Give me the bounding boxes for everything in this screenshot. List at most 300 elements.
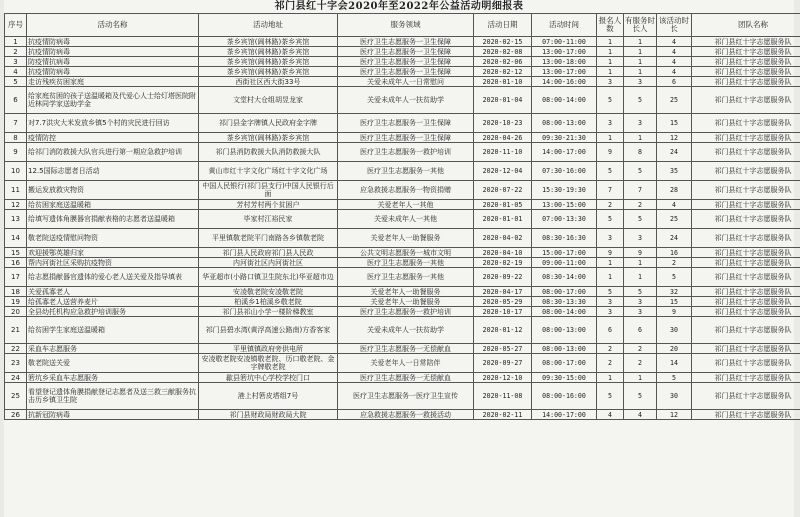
activity-address: 祁门县人民政府祁门县人民政 bbox=[199, 248, 338, 258]
row-number: 16 bbox=[5, 258, 27, 268]
team-name: 祁门县红十字志愿服务队 bbox=[692, 143, 800, 162]
activity-address: 内河街社区内河街社区 bbox=[199, 258, 338, 268]
activity-hours: 12 bbox=[657, 133, 692, 143]
row-number: 12 bbox=[5, 200, 27, 210]
service-field: 医疗卫生志愿服务一卫生保障 bbox=[338, 67, 474, 77]
table-row bbox=[5, 210, 800, 229]
activity-time: 15:30-19:30 bbox=[532, 181, 597, 200]
row-number: 4 bbox=[5, 67, 27, 77]
served-count: 6 bbox=[624, 317, 657, 344]
served-count: 1 bbox=[624, 268, 657, 287]
team-name: 祁门县红十字志愿服务队 bbox=[692, 87, 800, 114]
activity-time: 14:00-17:00 bbox=[532, 143, 597, 162]
report-sheet bbox=[4, 0, 794, 517]
activity-name: 给贫困学生家庭送温暖箱 bbox=[27, 317, 199, 344]
signup-count: 6 bbox=[597, 317, 624, 344]
service-field: 医疗卫生志愿服务一卫生保障 bbox=[338, 47, 474, 57]
activity-name: 对7.7洪灾大米发放乡镇5个村的灾民进行回访 bbox=[27, 114, 199, 133]
activity-time: 08:00-17:00 bbox=[532, 287, 597, 297]
activity-address: 祁门县祁山小学一楼阶梯教室 bbox=[199, 307, 338, 317]
activity-date: 2020-10-17 bbox=[474, 307, 532, 317]
row-number: 18 bbox=[5, 287, 27, 297]
table-row bbox=[5, 410, 800, 420]
team-name: 祁门县红十字志愿服务队 bbox=[692, 383, 800, 410]
activity-address: 安凌敬老院安凌镇敬老院、历口敬老院、金字牌敬老院 bbox=[199, 354, 338, 373]
activity-name: 给祁门消防救援大队官兵进行第一期应急救护培训 bbox=[27, 143, 199, 162]
service-field: 应急救援志愿服务一物资捐赠 bbox=[338, 181, 474, 200]
activity-time: 09:00-11:00 bbox=[532, 258, 597, 268]
served-count: 9 bbox=[624, 248, 657, 258]
activity-time: 13:00-18:00 bbox=[532, 57, 597, 67]
activity-date: 2020-10-23 bbox=[474, 114, 532, 133]
service-field: 医疗卫生志愿服务一其他 bbox=[338, 268, 474, 287]
activity-address: 安凌敬老院安凌敬老院 bbox=[199, 287, 338, 297]
service-field: 关爱未成年人一其他 bbox=[338, 210, 474, 229]
activity-address: 祁门县碧水湾(黄浮高速公路南)方香客家 bbox=[199, 317, 338, 344]
served-count: 5 bbox=[624, 287, 657, 297]
activity-name: 给贫困家庭送温暖箱 bbox=[27, 200, 199, 210]
header-no: 序号 bbox=[5, 14, 27, 37]
activity-time: 08:00-13:00 bbox=[532, 114, 597, 133]
activity-time: 15:00-17:00 bbox=[532, 248, 597, 258]
activity-hours: 30 bbox=[657, 383, 692, 410]
signup-count: 2 bbox=[597, 200, 624, 210]
team-name: 祁门县红十字志愿服务队 bbox=[692, 354, 800, 373]
activity-date: 2020-04-10 bbox=[474, 248, 532, 258]
activity-address: 平里镇镇政府旁供电所 bbox=[199, 344, 338, 354]
row-number: 25 bbox=[5, 383, 27, 410]
activity-name: 给孤寡老人送营养麦片 bbox=[27, 297, 199, 307]
activity-address: 祁门县财政局财政局大院 bbox=[199, 410, 338, 420]
activity-hours: 28 bbox=[657, 181, 692, 200]
team-name: 祁门县红十字志愿服务队 bbox=[692, 344, 800, 354]
activity-date: 2020-02-12 bbox=[474, 67, 532, 77]
activity-address: 黄山市红十字文化广场红十字文化广场 bbox=[199, 162, 338, 181]
activity-time: 07:30-16:00 bbox=[532, 162, 597, 181]
served-count: 1 bbox=[624, 57, 657, 67]
served-count: 1 bbox=[624, 47, 657, 57]
activity-date: 2020-02-19 bbox=[474, 258, 532, 268]
activity-hours: 25 bbox=[657, 210, 692, 229]
table-row bbox=[5, 67, 800, 77]
activity-name: 全县幼托机构应急救护培训服务 bbox=[27, 307, 199, 317]
activity-date: 2020-01-01 bbox=[474, 210, 532, 229]
table-row bbox=[5, 373, 800, 383]
activity-hours: 16 bbox=[657, 248, 692, 258]
table-body bbox=[5, 37, 800, 420]
activity-hours: 20 bbox=[657, 344, 692, 354]
activity-name: 抗疫情防病毒 bbox=[27, 37, 199, 47]
team-name: 祁门县红十字志愿服务队 bbox=[692, 77, 800, 87]
table-row bbox=[5, 248, 800, 258]
activity-name: 敬老院送疫情慰问物资 bbox=[27, 229, 199, 248]
activity-address: 茶乡宾馆(阊林路)茶乡宾馆 bbox=[199, 67, 338, 77]
table-row bbox=[5, 287, 800, 297]
table-row bbox=[5, 114, 800, 133]
activity-hours: 14 bbox=[657, 354, 692, 373]
activity-hours: 32 bbox=[657, 287, 692, 297]
served-count: 5 bbox=[624, 210, 657, 229]
header-team: 团队名称 bbox=[692, 14, 800, 37]
activity-date: 2020-05-27 bbox=[474, 344, 532, 354]
signup-count: 3 bbox=[597, 229, 624, 248]
row-number: 13 bbox=[5, 210, 27, 229]
activity-date: 2020-01-05 bbox=[474, 200, 532, 210]
activity-name: 抗疫情防病毒 bbox=[27, 67, 199, 77]
team-name: 祁门县红十字志愿服务队 bbox=[692, 297, 800, 307]
table-row bbox=[5, 87, 800, 114]
header-address: 活动地址 bbox=[199, 14, 338, 37]
row-number: 7 bbox=[5, 114, 27, 133]
service-field: 医疗卫生志愿服务一无偿献血 bbox=[338, 344, 474, 354]
team-name: 祁门县红十字志愿服务队 bbox=[692, 307, 800, 317]
activity-address: 港上村箬皮塔组7号 bbox=[199, 383, 338, 410]
activity-name: 关爱孤寡老人 bbox=[27, 287, 199, 297]
activity-address: 茶乡宾馆(阊林路)茶乡宾馆 bbox=[199, 133, 338, 143]
activity-name: 抗新冠防病毒 bbox=[27, 410, 199, 420]
activity-address: 文堂村大仓组胡昱龙家 bbox=[199, 87, 338, 114]
team-name: 祁门县红十字志愿服务队 bbox=[692, 114, 800, 133]
table-row bbox=[5, 317, 800, 344]
service-field: 医疗卫生志愿服务一卫生保障 bbox=[338, 133, 474, 143]
activity-name: 搬运发放救灾物资 bbox=[27, 181, 199, 200]
signup-count: 1 bbox=[597, 57, 624, 67]
signup-count: 2 bbox=[597, 344, 624, 354]
signup-count: 3 bbox=[597, 307, 624, 317]
team-name: 祁门县红十字志愿服务队 bbox=[692, 287, 800, 297]
team-name: 祁门县红十字志愿服务队 bbox=[692, 37, 800, 47]
activity-address: 中国人民银行(祁门县支行)中国人民银行后面 bbox=[199, 181, 338, 200]
header-date: 活动日期 bbox=[474, 14, 532, 37]
table-row bbox=[5, 77, 800, 87]
signup-count: 1 bbox=[597, 67, 624, 77]
activity-name: 箬坑乡采血车志愿服务 bbox=[27, 373, 199, 383]
served-count: 5 bbox=[624, 162, 657, 181]
row-number: 21 bbox=[5, 317, 27, 344]
activity-address: 西街社区西大街33号 bbox=[199, 77, 338, 87]
service-field: 关爱老年人一其他 bbox=[338, 200, 474, 210]
activity-name: 欢迎援鄂英雄归家 bbox=[27, 248, 199, 258]
served-count: 1 bbox=[624, 133, 657, 143]
signup-count: 1 bbox=[597, 373, 624, 383]
activity-date: 2020-04-02 bbox=[474, 229, 532, 248]
activity-date: 2020-05-29 bbox=[474, 297, 532, 307]
signup-count: 2 bbox=[597, 354, 624, 373]
signup-count: 9 bbox=[597, 143, 624, 162]
row-number: 11 bbox=[5, 181, 27, 200]
team-name: 祁门县红十字志愿服务队 bbox=[692, 317, 800, 344]
activity-hours: 15 bbox=[657, 297, 692, 307]
signup-count: 1 bbox=[597, 258, 624, 268]
activity-time: 08:00-16:00 bbox=[532, 383, 597, 410]
activity-time: 07:00-13:30 bbox=[532, 210, 597, 229]
activity-date: 2020-01-04 bbox=[474, 87, 532, 114]
table-row bbox=[5, 37, 800, 47]
table-row bbox=[5, 47, 800, 57]
activity-time: 14:00-17:00 bbox=[532, 410, 597, 420]
team-name: 祁门县红十字志愿服务队 bbox=[692, 67, 800, 77]
header-name: 活动名称 bbox=[27, 14, 199, 37]
header-hours: 该活动时长 bbox=[657, 14, 692, 37]
activity-hours: 5 bbox=[657, 268, 692, 287]
service-field: 医疗卫生志愿服务一卫生保障 bbox=[338, 37, 474, 47]
team-name: 祁门县红十字志愿服务队 bbox=[692, 268, 800, 287]
served-count: 2 bbox=[624, 354, 657, 373]
activity-hours: 25 bbox=[657, 87, 692, 114]
service-field: 关爱老年人一日常陪伴 bbox=[338, 354, 474, 373]
signup-count: 1 bbox=[597, 268, 624, 287]
table-row bbox=[5, 354, 800, 373]
team-name: 祁门县红十字志愿服务队 bbox=[692, 133, 800, 143]
header-time: 活动时间 bbox=[532, 14, 597, 37]
table-row bbox=[5, 200, 800, 210]
team-name: 祁门县红十字志愿服务队 bbox=[692, 248, 800, 258]
service-field: 医疗卫生志愿服务一救护培训 bbox=[338, 143, 474, 162]
team-name: 祁门县红十字志愿服务队 bbox=[692, 258, 800, 268]
table-row bbox=[5, 258, 800, 268]
activity-address: 祁门县金字牌镇人民政府金字牌 bbox=[199, 114, 338, 133]
team-name: 祁门县红十字志愿服务队 bbox=[692, 373, 800, 383]
signup-count: 1 bbox=[597, 133, 624, 143]
row-number: 9 bbox=[5, 143, 27, 162]
activity-time: 13:00-15:00 bbox=[532, 200, 597, 210]
signup-count: 4 bbox=[597, 410, 624, 420]
served-count: 2 bbox=[624, 344, 657, 354]
activity-hours: 9 bbox=[657, 307, 692, 317]
team-name: 祁门县红十字志愿服务队 bbox=[692, 200, 800, 210]
row-number: 19 bbox=[5, 297, 27, 307]
activity-address: 柏溪乡1柏溪乡敬老院 bbox=[199, 297, 338, 307]
table-row bbox=[5, 143, 800, 162]
activity-name: 给志愿捐献器官遗体的爱心老人送关爱及指导填表 bbox=[27, 268, 199, 287]
activity-date: 2020-11-08 bbox=[474, 383, 532, 410]
service-field: 关爱老年人一助餐服务 bbox=[338, 297, 474, 307]
served-count: 3 bbox=[624, 307, 657, 317]
team-name: 祁门县红十字志愿服务队 bbox=[692, 162, 800, 181]
row-number: 26 bbox=[5, 410, 27, 420]
served-count: 1 bbox=[624, 37, 657, 47]
signup-count: 5 bbox=[597, 162, 624, 181]
row-number: 24 bbox=[5, 373, 27, 383]
row-number: 20 bbox=[5, 307, 27, 317]
activity-date: 2020-02-08 bbox=[474, 47, 532, 57]
signup-count: 5 bbox=[597, 210, 624, 229]
served-count: 3 bbox=[624, 114, 657, 133]
activity-hours: 5 bbox=[657, 373, 692, 383]
service-field: 关爱未成年人一扶贫助学 bbox=[338, 87, 474, 114]
activity-address: 茶乡宾馆(阊林路)茶乡宾馆 bbox=[199, 57, 338, 67]
signup-count: 3 bbox=[597, 297, 624, 307]
row-number: 1 bbox=[5, 37, 27, 47]
activity-time: 09:30-21:30 bbox=[532, 133, 597, 143]
header-row bbox=[5, 14, 800, 37]
activity-time: 07:00-11:00 bbox=[532, 37, 597, 47]
service-field: 医疗卫生志愿服务一卫生保障 bbox=[338, 57, 474, 67]
activity-hours: 24 bbox=[657, 229, 692, 248]
signup-count: 9 bbox=[597, 248, 624, 258]
activity-date: 2020-01-12 bbox=[474, 317, 532, 344]
service-field: 医疗卫生志愿服务一医疗卫生宣传 bbox=[338, 383, 474, 410]
row-number: 22 bbox=[5, 344, 27, 354]
served-count: 1 bbox=[624, 258, 657, 268]
team-name: 祁门县红十字志愿服务队 bbox=[692, 210, 800, 229]
row-number: 6 bbox=[5, 87, 27, 114]
row-number: 8 bbox=[5, 133, 27, 143]
header-signup: 报名人数 bbox=[597, 14, 624, 37]
activity-hours: 4 bbox=[657, 47, 692, 57]
table-row bbox=[5, 57, 800, 67]
activity-name: 走访残疾贫困家庭 bbox=[27, 77, 199, 87]
table-row bbox=[5, 133, 800, 143]
activity-table bbox=[4, 13, 800, 420]
service-field: 公共文明志愿服务一城市文明 bbox=[338, 248, 474, 258]
report-title: 祁门县红十字会2020年至2022年公益活动明细报表 bbox=[274, 1, 524, 12]
activity-date: 2020-02-15 bbox=[474, 37, 532, 47]
service-field: 医疗卫生志愿服务一无偿献血 bbox=[338, 373, 474, 383]
header-served: 有服务时长人 bbox=[624, 14, 657, 37]
served-count: 5 bbox=[624, 383, 657, 410]
activity-date: 2020-04-26 bbox=[474, 133, 532, 143]
served-count: 1 bbox=[624, 67, 657, 77]
activity-hours: 2 bbox=[657, 258, 692, 268]
activity-date: 2020-07-22 bbox=[474, 181, 532, 200]
activity-time: 08:00-14:00 bbox=[532, 307, 597, 317]
activity-time: 08:00-13:00 bbox=[532, 317, 597, 344]
activity-date: 2020-12-10 bbox=[474, 373, 532, 383]
signup-count: 5 bbox=[597, 287, 624, 297]
activity-name: 疫情防控 bbox=[27, 133, 199, 143]
activity-hours: 4 bbox=[657, 37, 692, 47]
service-field: 医疗卫生志愿服务一卫生保障 bbox=[338, 114, 474, 133]
team-name: 祁门县红十字志愿服务队 bbox=[692, 410, 800, 420]
table-row bbox=[5, 344, 800, 354]
table-row bbox=[5, 181, 800, 200]
activity-time: 08:30-14:00 bbox=[532, 268, 597, 287]
activity-name: 防疫情抗病毒 bbox=[27, 57, 199, 67]
service-field: 关爱老年人一助餐服务 bbox=[338, 287, 474, 297]
table-row bbox=[5, 229, 800, 248]
activity-hours: 35 bbox=[657, 162, 692, 181]
activity-time: 08:30-16:30 bbox=[532, 229, 597, 248]
row-number: 17 bbox=[5, 268, 27, 287]
activity-hours: 24 bbox=[657, 143, 692, 162]
activity-time: 13:00-17:00 bbox=[532, 47, 597, 57]
activity-time: 13:00-17:00 bbox=[532, 67, 597, 77]
service-field: 医疗卫生志愿服务一其他 bbox=[338, 258, 474, 268]
activity-address: 毕家村江裕民家 bbox=[199, 210, 338, 229]
activity-name: 采血车志愿服务 bbox=[27, 344, 199, 354]
activity-time: 08:00-13:00 bbox=[532, 344, 597, 354]
activity-name: 帮内河街社区采购抗疫物资 bbox=[27, 258, 199, 268]
service-field: 医疗卫生志愿服务一其他 bbox=[338, 162, 474, 181]
activity-time: 09:30-15:00 bbox=[532, 373, 597, 383]
activity-hours: 4 bbox=[657, 57, 692, 67]
served-count: 4 bbox=[624, 410, 657, 420]
table-row bbox=[5, 307, 800, 317]
table-row bbox=[5, 297, 800, 307]
served-count: 8 bbox=[624, 143, 657, 162]
table-row bbox=[5, 268, 800, 287]
activity-name: 看望登记遗体角膜捐献登记志愿者及送三救三献服务抗击历乡镇卫生院 bbox=[27, 383, 199, 410]
table-row bbox=[5, 383, 800, 410]
row-number: 2 bbox=[5, 47, 27, 57]
row-number: 3 bbox=[5, 57, 27, 67]
activity-name: 12.5国际志愿者日活动 bbox=[27, 162, 199, 181]
activity-date: 2020-02-06 bbox=[474, 57, 532, 67]
service-field: 关爱未成年人一扶贫助学 bbox=[338, 317, 474, 344]
activity-time: 08:00-17:00 bbox=[532, 354, 597, 373]
signup-count: 7 bbox=[597, 181, 624, 200]
served-count: 3 bbox=[624, 297, 657, 307]
row-number: 23 bbox=[5, 354, 27, 373]
service-field: 应急救援志愿服务一救援活动 bbox=[338, 410, 474, 420]
activity-date: 2020-02-11 bbox=[474, 410, 532, 420]
activity-date: 2020-11-10 bbox=[474, 143, 532, 162]
activity-hours: 30 bbox=[657, 317, 692, 344]
activity-date: 2020-04-17 bbox=[474, 287, 532, 297]
signup-count: 5 bbox=[597, 87, 624, 114]
signup-count: 1 bbox=[597, 47, 624, 57]
activity-address: 芳村芳村两个贫困户 bbox=[199, 200, 338, 210]
served-count: 5 bbox=[624, 87, 657, 114]
activity-time: 08:00-14:00 bbox=[532, 87, 597, 114]
activity-address: 歙县箬坑中心学校学校门口 bbox=[199, 373, 338, 383]
service-field: 关爱未成年人一日常慰问 bbox=[338, 77, 474, 87]
activity-hours: 12 bbox=[657, 410, 692, 420]
signup-count: 3 bbox=[597, 77, 624, 87]
served-count: 7 bbox=[624, 181, 657, 200]
activity-date: 2020-09-22 bbox=[474, 268, 532, 287]
service-field: 关爱老年人一助餐服务 bbox=[338, 229, 474, 248]
activity-name: 给填写遗体角膜器官捐献表格的志愿者送温暖箱 bbox=[27, 210, 199, 229]
signup-count: 1 bbox=[597, 37, 624, 47]
table-row bbox=[5, 162, 800, 181]
activity-hours: 15 bbox=[657, 114, 692, 133]
activity-name: 给家庭贫困的孩子送温暖箱及代爱心人士给灯塔医院附近林同学家送助学金 bbox=[27, 87, 199, 114]
activity-time: 14:00-16:00 bbox=[532, 77, 597, 87]
activity-date: 2020-12-04 bbox=[474, 162, 532, 181]
row-number: 10 bbox=[5, 162, 27, 181]
activity-address: 平里镇敬老院平门南路各乡镇敬老院 bbox=[199, 229, 338, 248]
activity-name: 敬老院送关爱 bbox=[27, 354, 199, 373]
header-field: 服务领域 bbox=[338, 14, 474, 37]
activity-address: 华亚超市(小路口镇卫生院东北)华亚超市边 bbox=[199, 268, 338, 287]
signup-count: 3 bbox=[597, 114, 624, 133]
activity-hours: 6 bbox=[657, 77, 692, 87]
activity-address: 茶乡宾馆(阊林路)茶乡宾馆 bbox=[199, 47, 338, 57]
signup-count: 5 bbox=[597, 383, 624, 410]
activity-hours: 4 bbox=[657, 67, 692, 77]
served-count: 1 bbox=[624, 373, 657, 383]
activity-date: 2020-01-10 bbox=[474, 77, 532, 87]
served-count: 3 bbox=[624, 77, 657, 87]
row-number: 14 bbox=[5, 229, 27, 248]
activity-address: 祁门县消防救援大队消防救援大队 bbox=[199, 143, 338, 162]
activity-hours: 4 bbox=[657, 200, 692, 210]
served-count: 2 bbox=[624, 200, 657, 210]
activity-address: 茶乡宾馆(阊林路)茶乡宾馆 bbox=[199, 37, 338, 47]
served-count: 3 bbox=[624, 229, 657, 248]
activity-name: 抗疫情防病毒 bbox=[27, 47, 199, 57]
row-number: 15 bbox=[5, 248, 27, 258]
service-field: 医疗卫生志愿服务一救护培训 bbox=[338, 307, 474, 317]
team-name: 祁门县红十字志愿服务队 bbox=[692, 181, 800, 200]
team-name: 祁门县红十字志愿服务队 bbox=[692, 57, 800, 67]
activity-date: 2020-09-27 bbox=[474, 354, 532, 373]
team-name: 祁门县红十字志愿服务队 bbox=[692, 47, 800, 57]
team-name: 祁门县红十字志愿服务队 bbox=[692, 229, 800, 248]
row-number: 5 bbox=[5, 77, 27, 87]
